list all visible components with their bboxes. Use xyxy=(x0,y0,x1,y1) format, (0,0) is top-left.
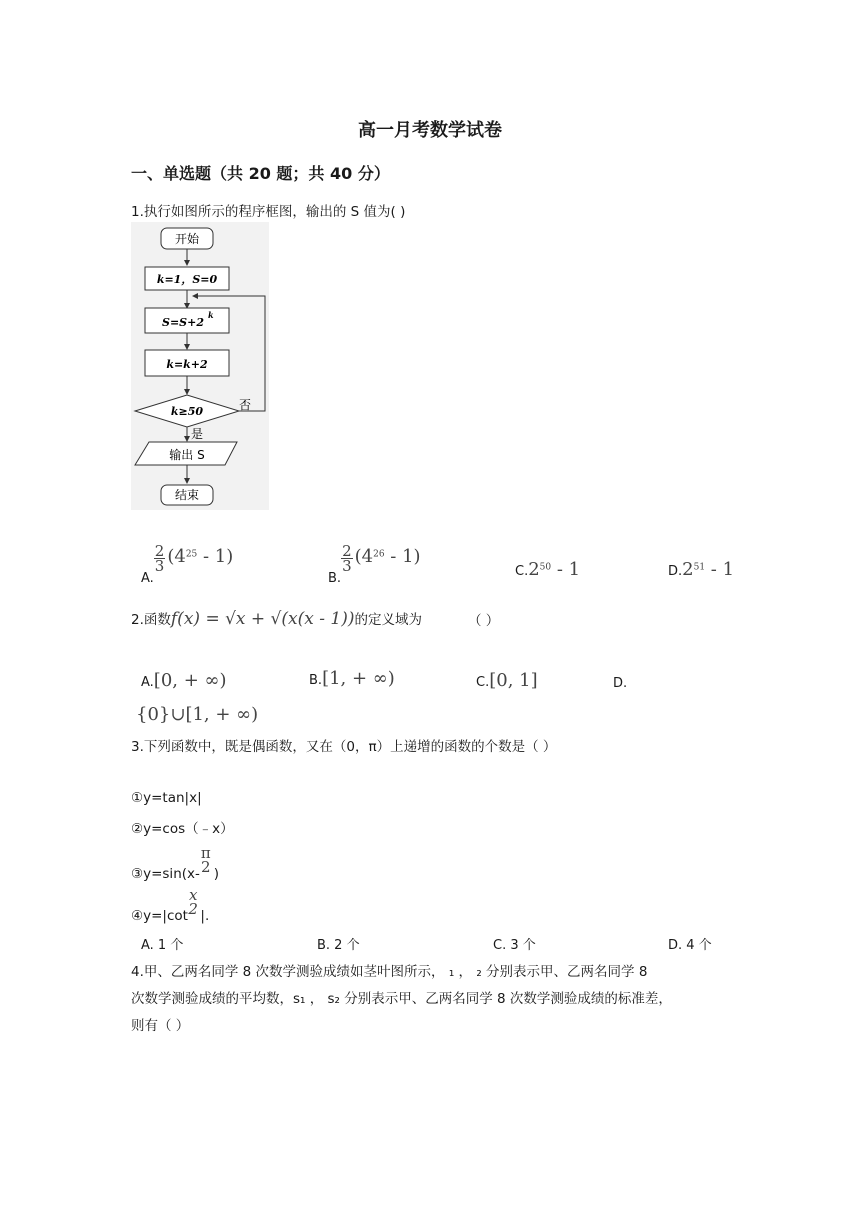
option-label: A. xyxy=(141,571,154,586)
flowchart xyxy=(131,222,269,510)
flow-step2-label: k=k+2 xyxy=(166,358,208,371)
q2-paren: （ ） xyxy=(468,613,500,629)
flow-end-label: 结束 xyxy=(174,488,200,502)
q3-option-c[interactable]: C. 3 个 xyxy=(493,938,536,953)
flow-init-label: k=1，S=0 xyxy=(156,273,218,286)
q1-option-a[interactable]: A. $\frac{2}{3}$ $(4^{25} - 1)$ xyxy=(141,542,234,586)
q3-option-a[interactable]: A. 1 个 xyxy=(141,938,184,953)
flow-condition-label: k≥50 xyxy=(170,405,204,418)
flow-no-label: 否 xyxy=(239,398,252,412)
question-4-line-2: 次数学测验成绩的平均数，s₁ ， s₂ 分别表示甲、乙两名同学 8 次数学测验成绩的标准差， xyxy=(131,991,672,1007)
fraction: $\frac{2}{3}$ xyxy=(342,542,352,575)
q1-option-c[interactable]: $C.2^{50} - 1$ xyxy=(515,559,581,580)
option-label: B. xyxy=(328,571,342,586)
q1-option-b[interactable]: B. $\frac{2}{3}$ $(4^{26} - 1)$ xyxy=(328,542,421,586)
q2-option-a[interactable]: A.[0, + ∞) xyxy=(141,670,227,691)
q3-item-4: ④y=|cot x 2 |. xyxy=(131,886,210,924)
q3-option-d[interactable]: D. 4 个 xyxy=(668,938,712,953)
question-3-text: 3.下列函数中，既是偶函数，又在（0，π）上递增的函数的个数是（ ） xyxy=(131,739,557,755)
question-4-line-3: 则有（ ） xyxy=(131,1018,190,1034)
q3-option-b[interactable]: B. 2 个 xyxy=(317,938,360,953)
q2-option-d[interactable]: D. xyxy=(613,676,628,691)
q1-option-d[interactable]: $D.2^{51} - 1$ xyxy=(668,559,735,580)
q3-item-2: ②y=cos（﹣x） xyxy=(131,821,234,837)
question-2-text: 2.函数f(x) = √x + √(x(x - 1))的定义域为 xyxy=(131,609,422,629)
q2-option-d-value: {0}∪[1, + ∞) xyxy=(136,704,259,725)
flow-output-label: 输出 S xyxy=(169,448,205,462)
q2-option-b[interactable]: B.[1, + ∞) xyxy=(309,668,395,689)
question-4-line-1: 4.甲、乙两名同学 8 次数学测验成绩如茎叶图所示， ₁ ， ₂ 分别表示甲、乙两名同学 8 xyxy=(131,964,648,980)
flow-step1-exponent: k xyxy=(208,310,214,320)
q3-item-3: ③y=sin(x- π 2 ) xyxy=(131,844,220,882)
option-label: D. xyxy=(668,564,683,579)
option-label: C. xyxy=(515,564,529,579)
flowchart-diagram xyxy=(131,222,269,510)
fraction: $\frac{2}{3}$ xyxy=(154,542,165,575)
page-title: 高一月考数学试卷 xyxy=(358,120,502,141)
question-1-text: 1.执行如图所示的程序框图，输出的 S 值为( ) xyxy=(131,204,406,220)
flow-yes-label: 是 xyxy=(191,427,204,441)
section-heading: 一、单选题（共 20 题；共 40 分） xyxy=(131,164,390,183)
q2-option-c[interactable]: C.[0, 1] xyxy=(476,670,538,691)
flow-start-label: 开始 xyxy=(174,232,200,246)
q2-formula: f(x) = √x + √(x(x - 1)) xyxy=(170,609,355,629)
flow-step1-label: S=S+2 xyxy=(162,316,204,329)
q3-item-1: ①y=tan|x| xyxy=(131,790,202,806)
